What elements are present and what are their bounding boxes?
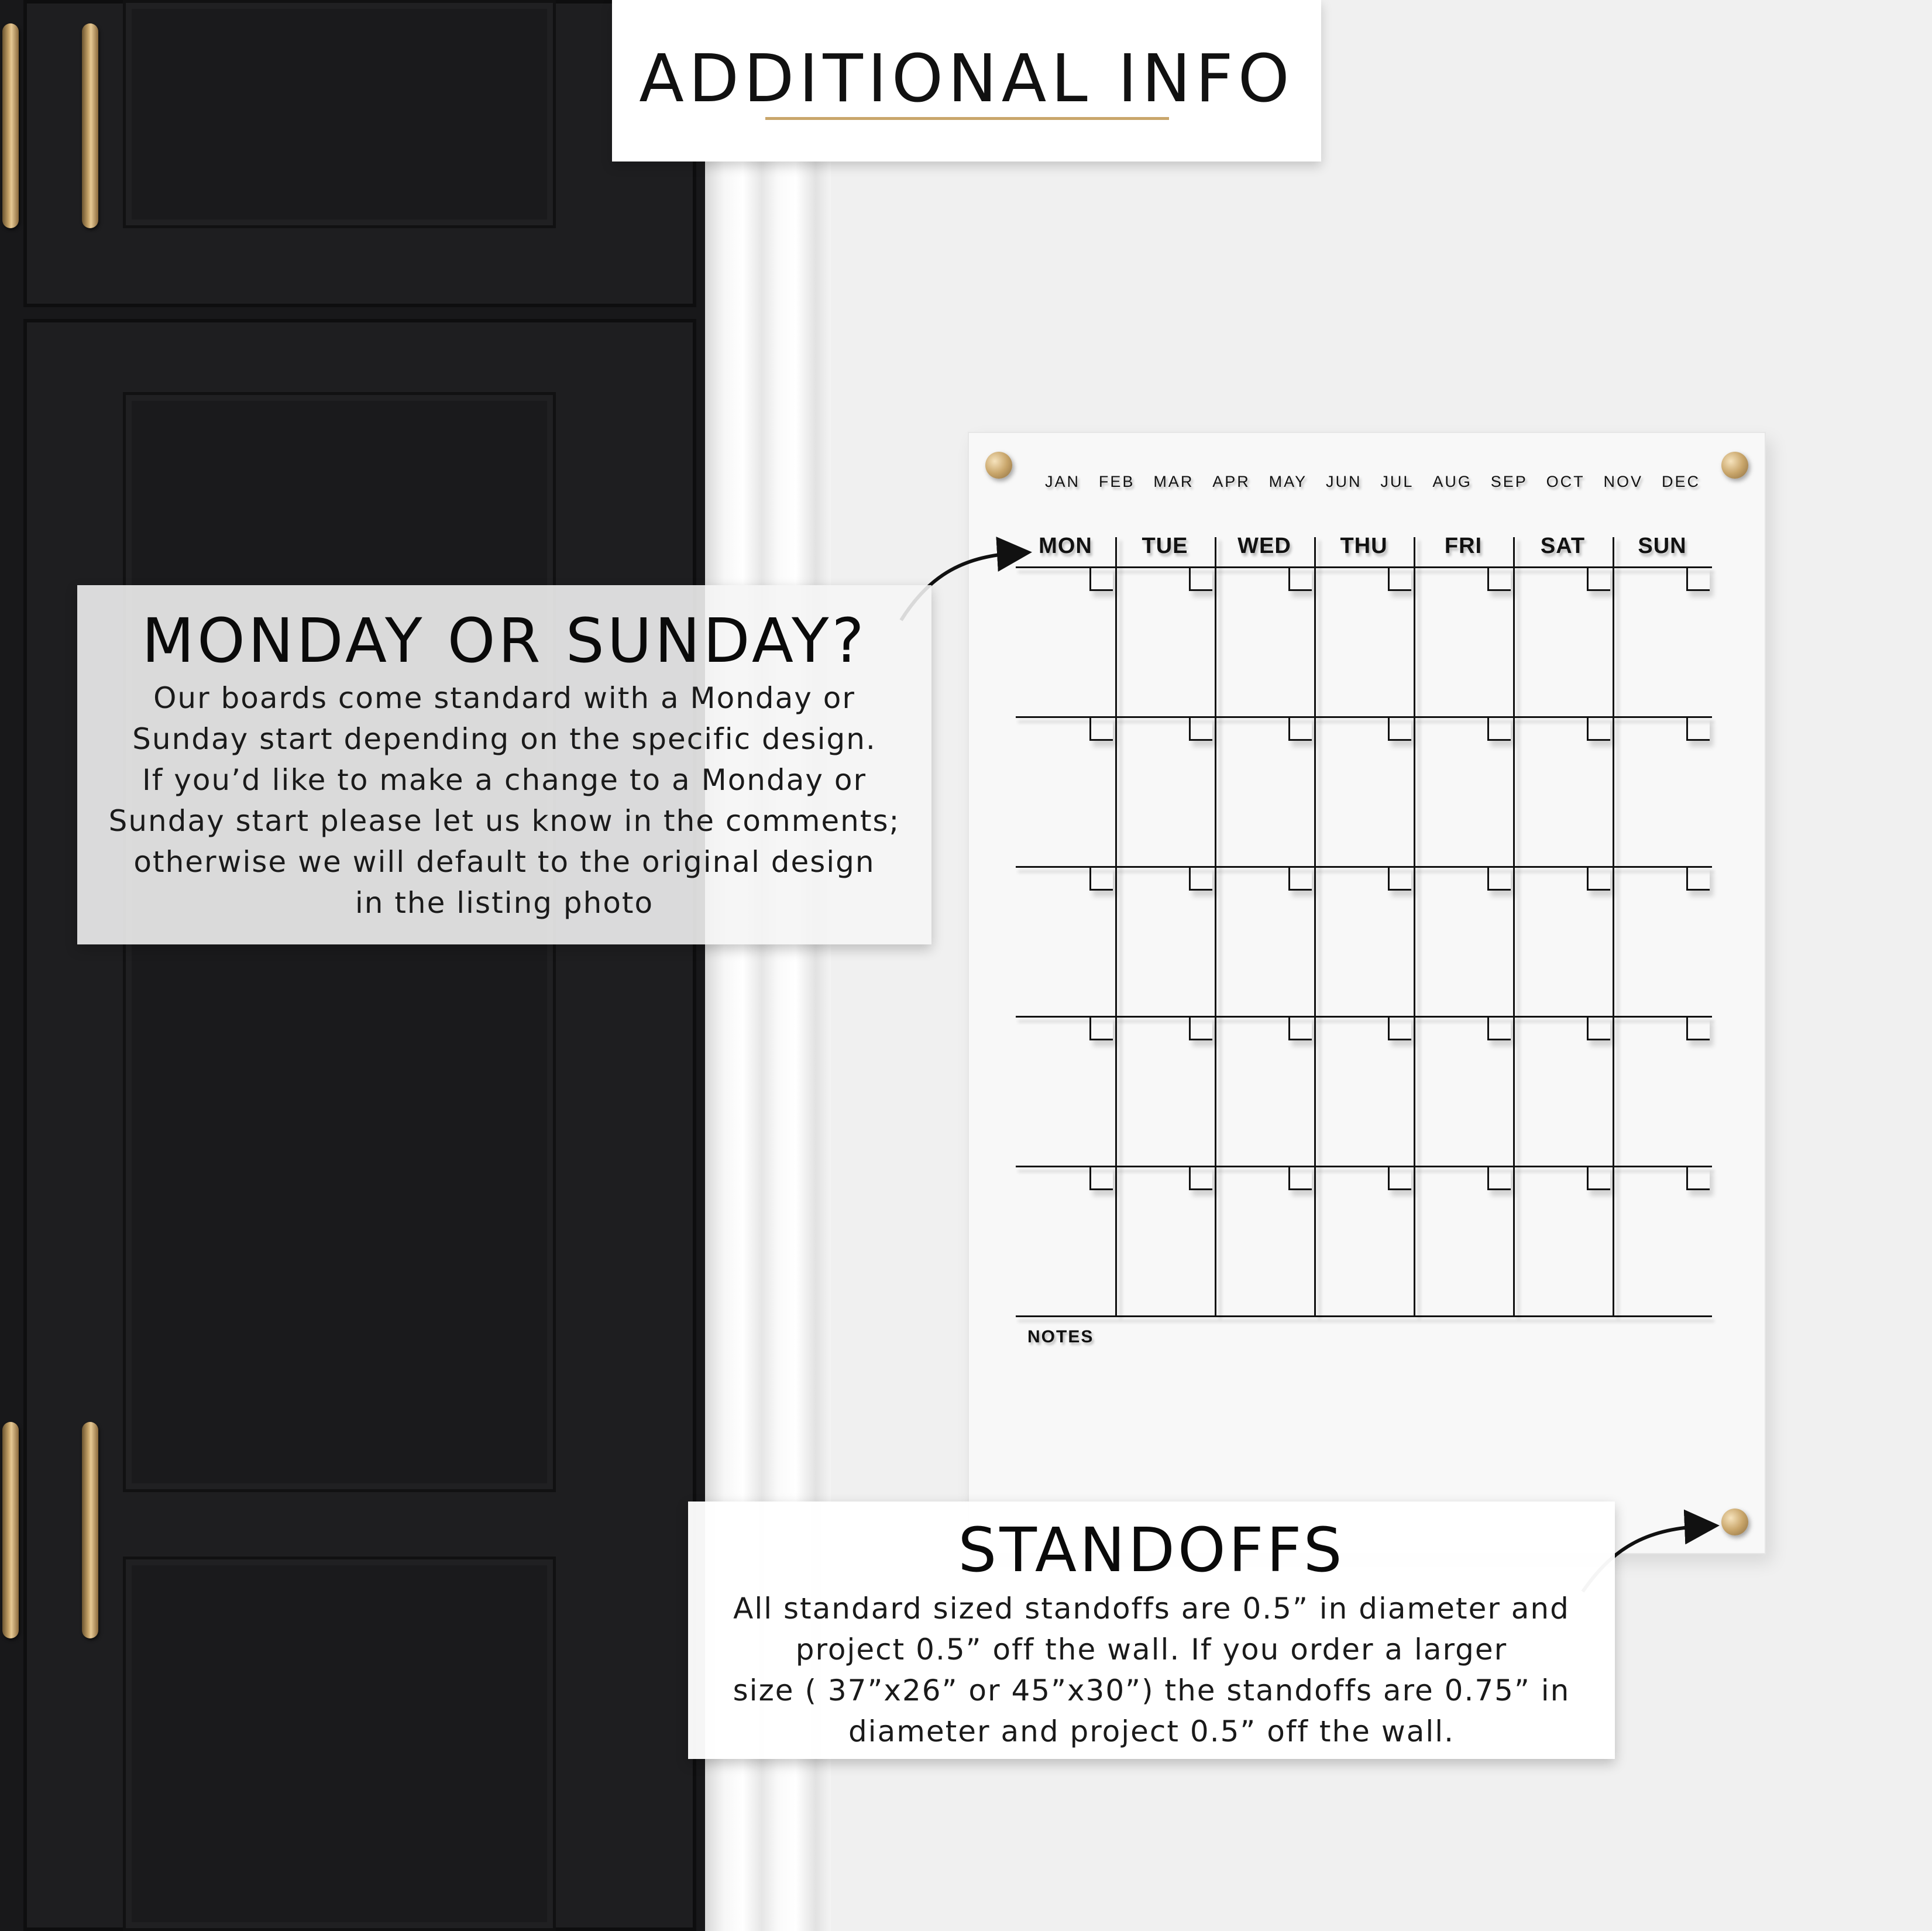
month-label: JUL bbox=[1380, 473, 1414, 490]
month-label: NOV bbox=[1603, 473, 1644, 490]
month-label: OCT bbox=[1546, 473, 1585, 490]
page-title: ADDITIONAL INFO bbox=[639, 41, 1294, 117]
callout-line: otherwise we will default to the original design bbox=[133, 845, 875, 879]
callout-line: If you’d like to make a change to a Monday or bbox=[142, 763, 867, 797]
callout-line: size ( 37”x26” or 45”x30”) the standoffs are 0.75” in bbox=[733, 1674, 1570, 1707]
month-label: AUG bbox=[1432, 473, 1472, 490]
weekday-label: TUE bbox=[1142, 534, 1188, 558]
month-label: FEB bbox=[1098, 473, 1135, 490]
callout-line: Sunday start please let us know in the comments; bbox=[108, 804, 900, 838]
weekday-label: MON bbox=[1039, 534, 1092, 558]
callout-line: project 0.5” off the wall. If you order a larger bbox=[795, 1633, 1508, 1667]
month-label: DEC bbox=[1661, 473, 1700, 490]
monday-or-sunday-callout bbox=[77, 585, 931, 944]
month-label: APR bbox=[1212, 473, 1250, 490]
callout-title: MONDAY OR SUNDAY? bbox=[142, 605, 867, 676]
weekday-label: WED bbox=[1237, 534, 1291, 558]
callout-line: in the listing photo bbox=[355, 886, 654, 920]
weekday-label: SUN bbox=[1638, 534, 1687, 558]
month-label: JAN bbox=[1045, 473, 1081, 490]
callout-line: diameter and project 0.5” off the wall. bbox=[848, 1714, 1455, 1748]
standoffs-callout bbox=[688, 1501, 1615, 1759]
weekday-label: THU bbox=[1340, 534, 1388, 558]
month-label: MAY bbox=[1268, 473, 1308, 490]
callout-body bbox=[77, 673, 931, 923]
month-label: JUN bbox=[1326, 473, 1362, 490]
month-label: SEP bbox=[1490, 473, 1528, 490]
callout-title: STANDOFFS bbox=[958, 1514, 1345, 1586]
callout-line: Sunday start depending on the specific design. bbox=[132, 722, 876, 756]
notes-label: NOTES bbox=[1027, 1327, 1094, 1346]
callout-line: All standard sized standoffs are 0.5” in diameter and bbox=[733, 1592, 1570, 1626]
callout-body bbox=[688, 1582, 1615, 1752]
weekday-label: FRI bbox=[1444, 534, 1483, 558]
callout-line: Our boards come standard with a Monday or bbox=[153, 681, 855, 715]
month-label: MAR bbox=[1153, 473, 1194, 490]
weekday-label: SAT bbox=[1540, 534, 1586, 558]
